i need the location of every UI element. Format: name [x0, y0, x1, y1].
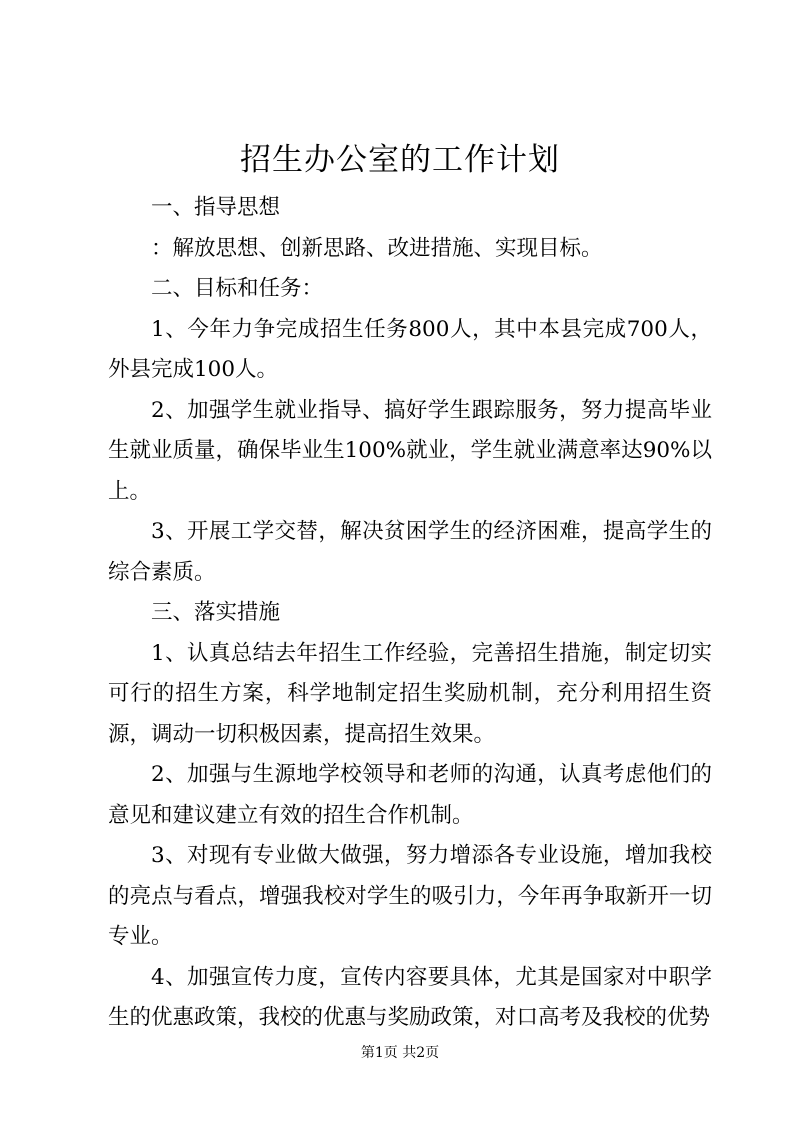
heading-goals-and-tasks: 二、目标和任务： [151, 276, 324, 301]
paragraph-measure-3: 3、对现有专业做大做强，努力增添各专业设施，增加我校的亮点与看点，增强我校对学生的吸引力，今年再争取新开一切专业。 [108, 843, 712, 949]
paragraph-goal-2: 2、加强学生就业指导、搞好学生跟踪服务，努力提高毕业生就业质量，确保毕业生100%就业，学生就业满意率达90%以上。 [108, 397, 712, 504]
paragraph-measure-4: 4、加强宣传力度，宣传内容要具体，尤其是国家对中职学生的优惠政策，我校的优惠与奖励政策，对口高考及我校的优势 [108, 964, 712, 1030]
heading-implementation-measures: 三、落实措施 [151, 600, 281, 625]
paragraph-measure-2: 2、加强与生源地学校领导和老师的沟通，认真考虑他们的意见和建议建立有效的招生合作机制。 [108, 762, 712, 828]
paragraph-goal-1: 1、今年力争完成招生任务800人，其中本县完成700人，外县完成100人。 [108, 316, 712, 382]
paragraph-goal-3: 3、开展工学交替，解决贫困学生的经济困难，提高学生的综合素质。 [108, 519, 712, 585]
paragraph-measure-1: 1、认真总结去年招生工作经验，完善招生措施，制定切实可行的招生方案，科学地制定招生奖励机制，充分利用招生资源，调动一切积极因素，提高招生效果。 [108, 640, 712, 747]
document-body [108, 188, 712, 1039]
document-title: 招生办公室的工作计划 [240, 142, 560, 178]
paragraph-guiding-ideology: ：解放思想、创新思路、改进措施、实现目标。 [151, 235, 603, 261]
page-footer: 第1页 共2页 [360, 1045, 440, 1061]
heading-guiding-ideology: 一、指导思想 [151, 195, 281, 220]
